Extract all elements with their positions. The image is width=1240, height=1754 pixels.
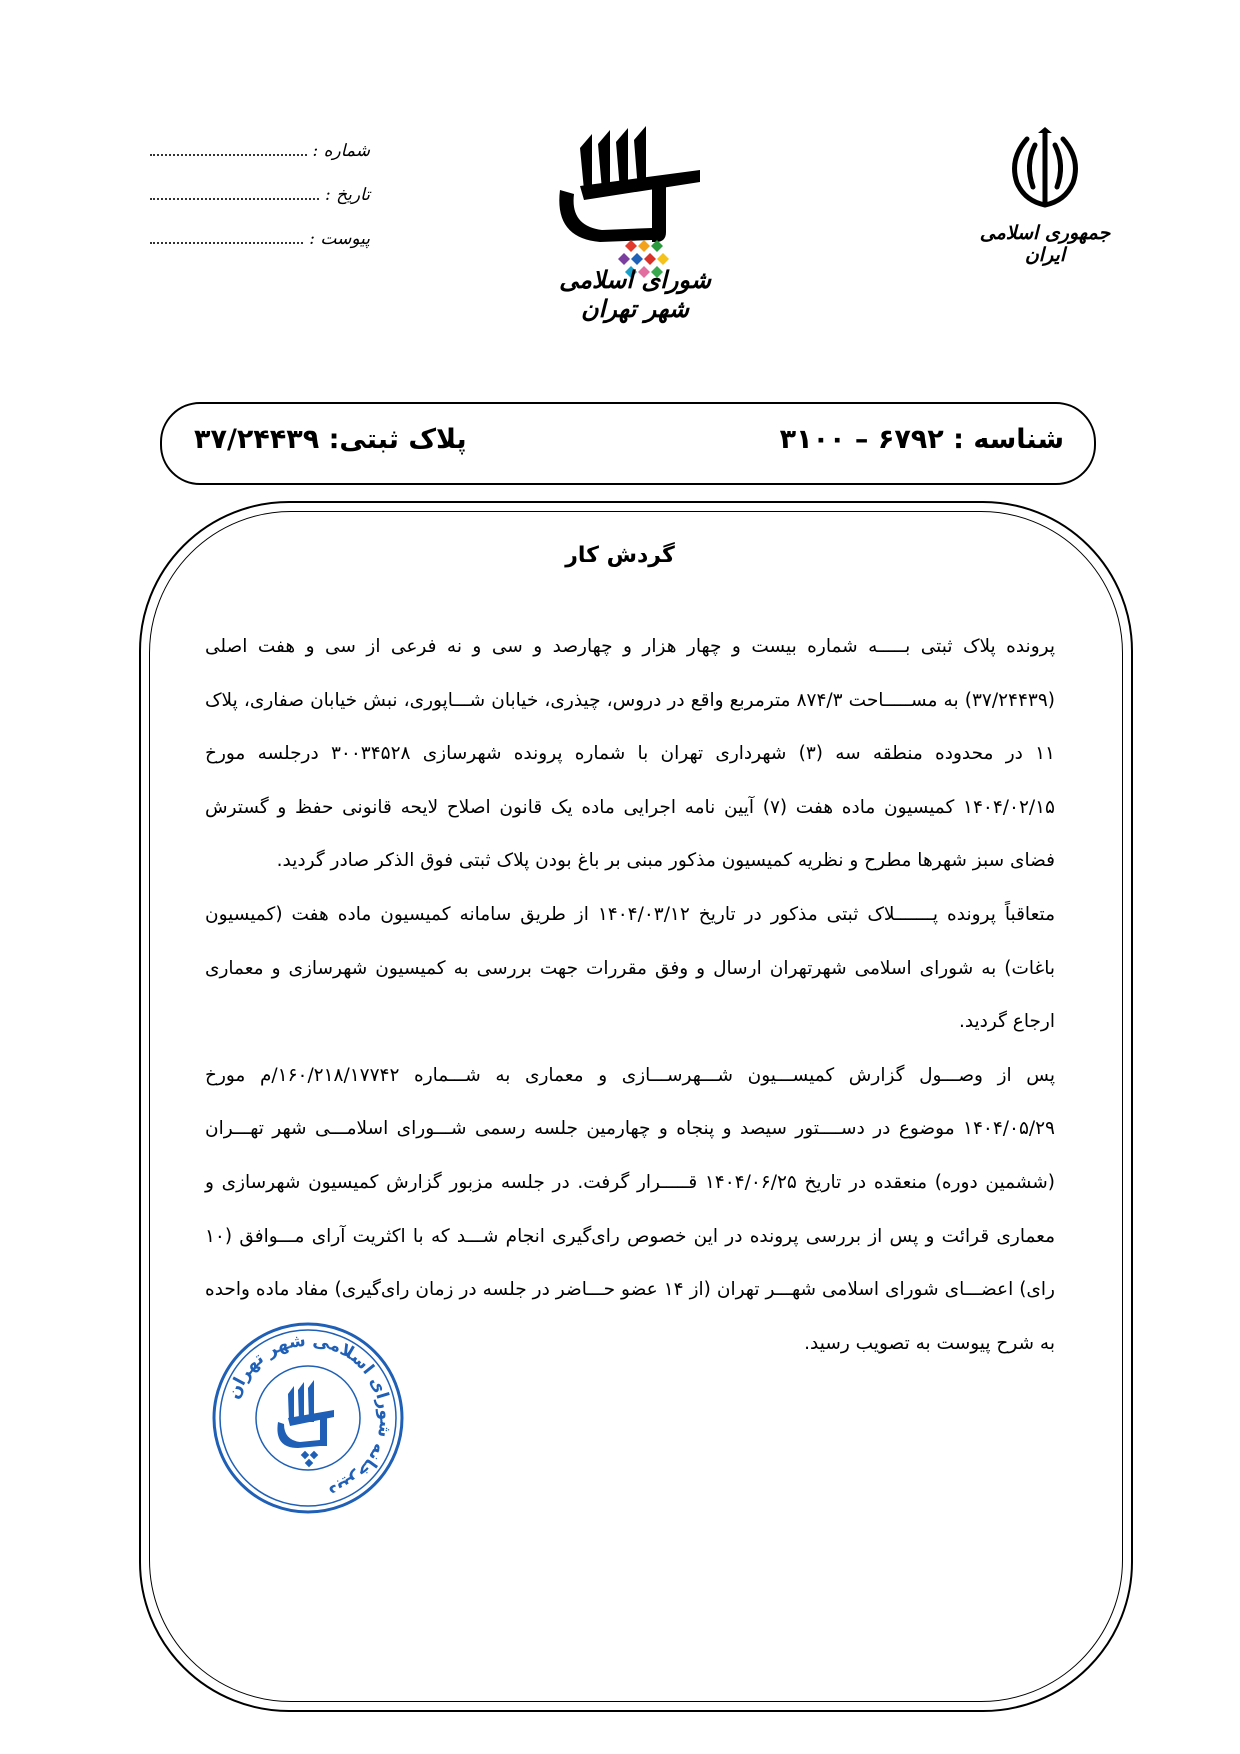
meta-date-row (150, 184, 370, 228)
stamp-text: دبیرخانه شورای اسلامی شهر تهران (223, 1330, 396, 1502)
body-text (205, 620, 1055, 1370)
meta-number-row (150, 140, 370, 184)
meta-attachment-row (150, 228, 370, 272)
paragraph-2: متعاقباً پرونده پـــــــلاک ثبتی مذکور در تاریخ ۱۴۰۴/۰۳/۱۲ از طریق سامانه کمیسیون ماده هفت (کمیسیون باغات) به شورای اسلامی شهرتهران ارسال و وفق مقررات جهت بررسی به کمیسیون شهرسازی و معماری ارجاع گردید. (205, 903, 1055, 1033)
meta-number-label: شماره : (312, 141, 370, 161)
paragraph-3: پس از وصـــول گزارش کمیســـیون شـــهرســـازی و معماری به شـــماره ۱۶۰/۲۱۸/۱۷۷۴۲/م مورخ ۱۴۰۴/۰۵/۲۹ موضوع در دســــتور سیصد و پنجاه و چهارمین جلسه رسمی شـــورای اسلامـــی شهر تهـــران (ششمین دوره) منعقده در تاریخ ۱۴۰۴/۰۶/۲۵ قـــــرار گرفت. در جلسه مزبور گزارش کمیسیون شهرسازی و معماری قرائت و پس از بررسی پرونده در این خصوص رای‌گیری انجام شـــد که با اکثریت آرای مـــوافق (۱۰ رای) اعضـــای شورای اسلامی شهـــر تهران (از ۱۴ عضو حـــاضر در جلسه در زمان رای‌گیری) مفاد ماده واحده به شرح پیوست به تصویب رسید. (205, 1064, 1055, 1354)
meta-date-label: تاریخ : (325, 185, 370, 205)
file-shenaseh: شناسه : ۶۷۹۲ – ۳۱۰۰ (779, 424, 1064, 455)
iran-emblem-icon (1005, 125, 1085, 210)
reference-fields (150, 140, 370, 272)
iran-republic-caption: جمهوری اسلامی ایران (979, 222, 1111, 266)
meta-attachment-line (150, 228, 303, 244)
section-heading: گردش کار (565, 543, 675, 568)
official-stamp-icon (208, 1318, 408, 1518)
council-name: شورای اسلامی شهر تهران (559, 265, 711, 323)
meta-date-line (150, 184, 319, 200)
paragraph-1: پرونده پلاک ثبتی بـــــه شماره بیست و چهار هزار و چهارصد و سی و نه فرعی از سی و هفت اصلی (۳۷/۲۴۴۳۹) به مســـــاحت ۸۷۴/۳ مترمربع واقع در دروس، چیذری، خیابان شـــاپوری، نبش خیابان صفاری، پلاک ۱۱ در محدوده منطقه سه (۳) شهرداری تهران با شماره پرونده شهرسازی ۳۰۰۳۴۵۲۸ درجلسه مورخ ۱۴۰۴/۰۲/۱۵ کمیسیون ماده هفت (۷) آیین نامه اجرایی ماده یک قانون اصلاح لایحه قانونی حفظ و گسترش فضای سبز شهرها مطرح و نظریه کمیسیون مذکور مبنی بر باغ بودن پلاک ثبتی فوق الذکر صادر گردید. (205, 636, 1055, 872)
meta-number-line (150, 140, 307, 156)
registration-plate: پلاک ثبتی: ۳۷/۲۴۴۳۹ (194, 424, 467, 455)
meta-attachment-label: پیوست : (309, 229, 370, 249)
file-id-box (160, 402, 1096, 485)
